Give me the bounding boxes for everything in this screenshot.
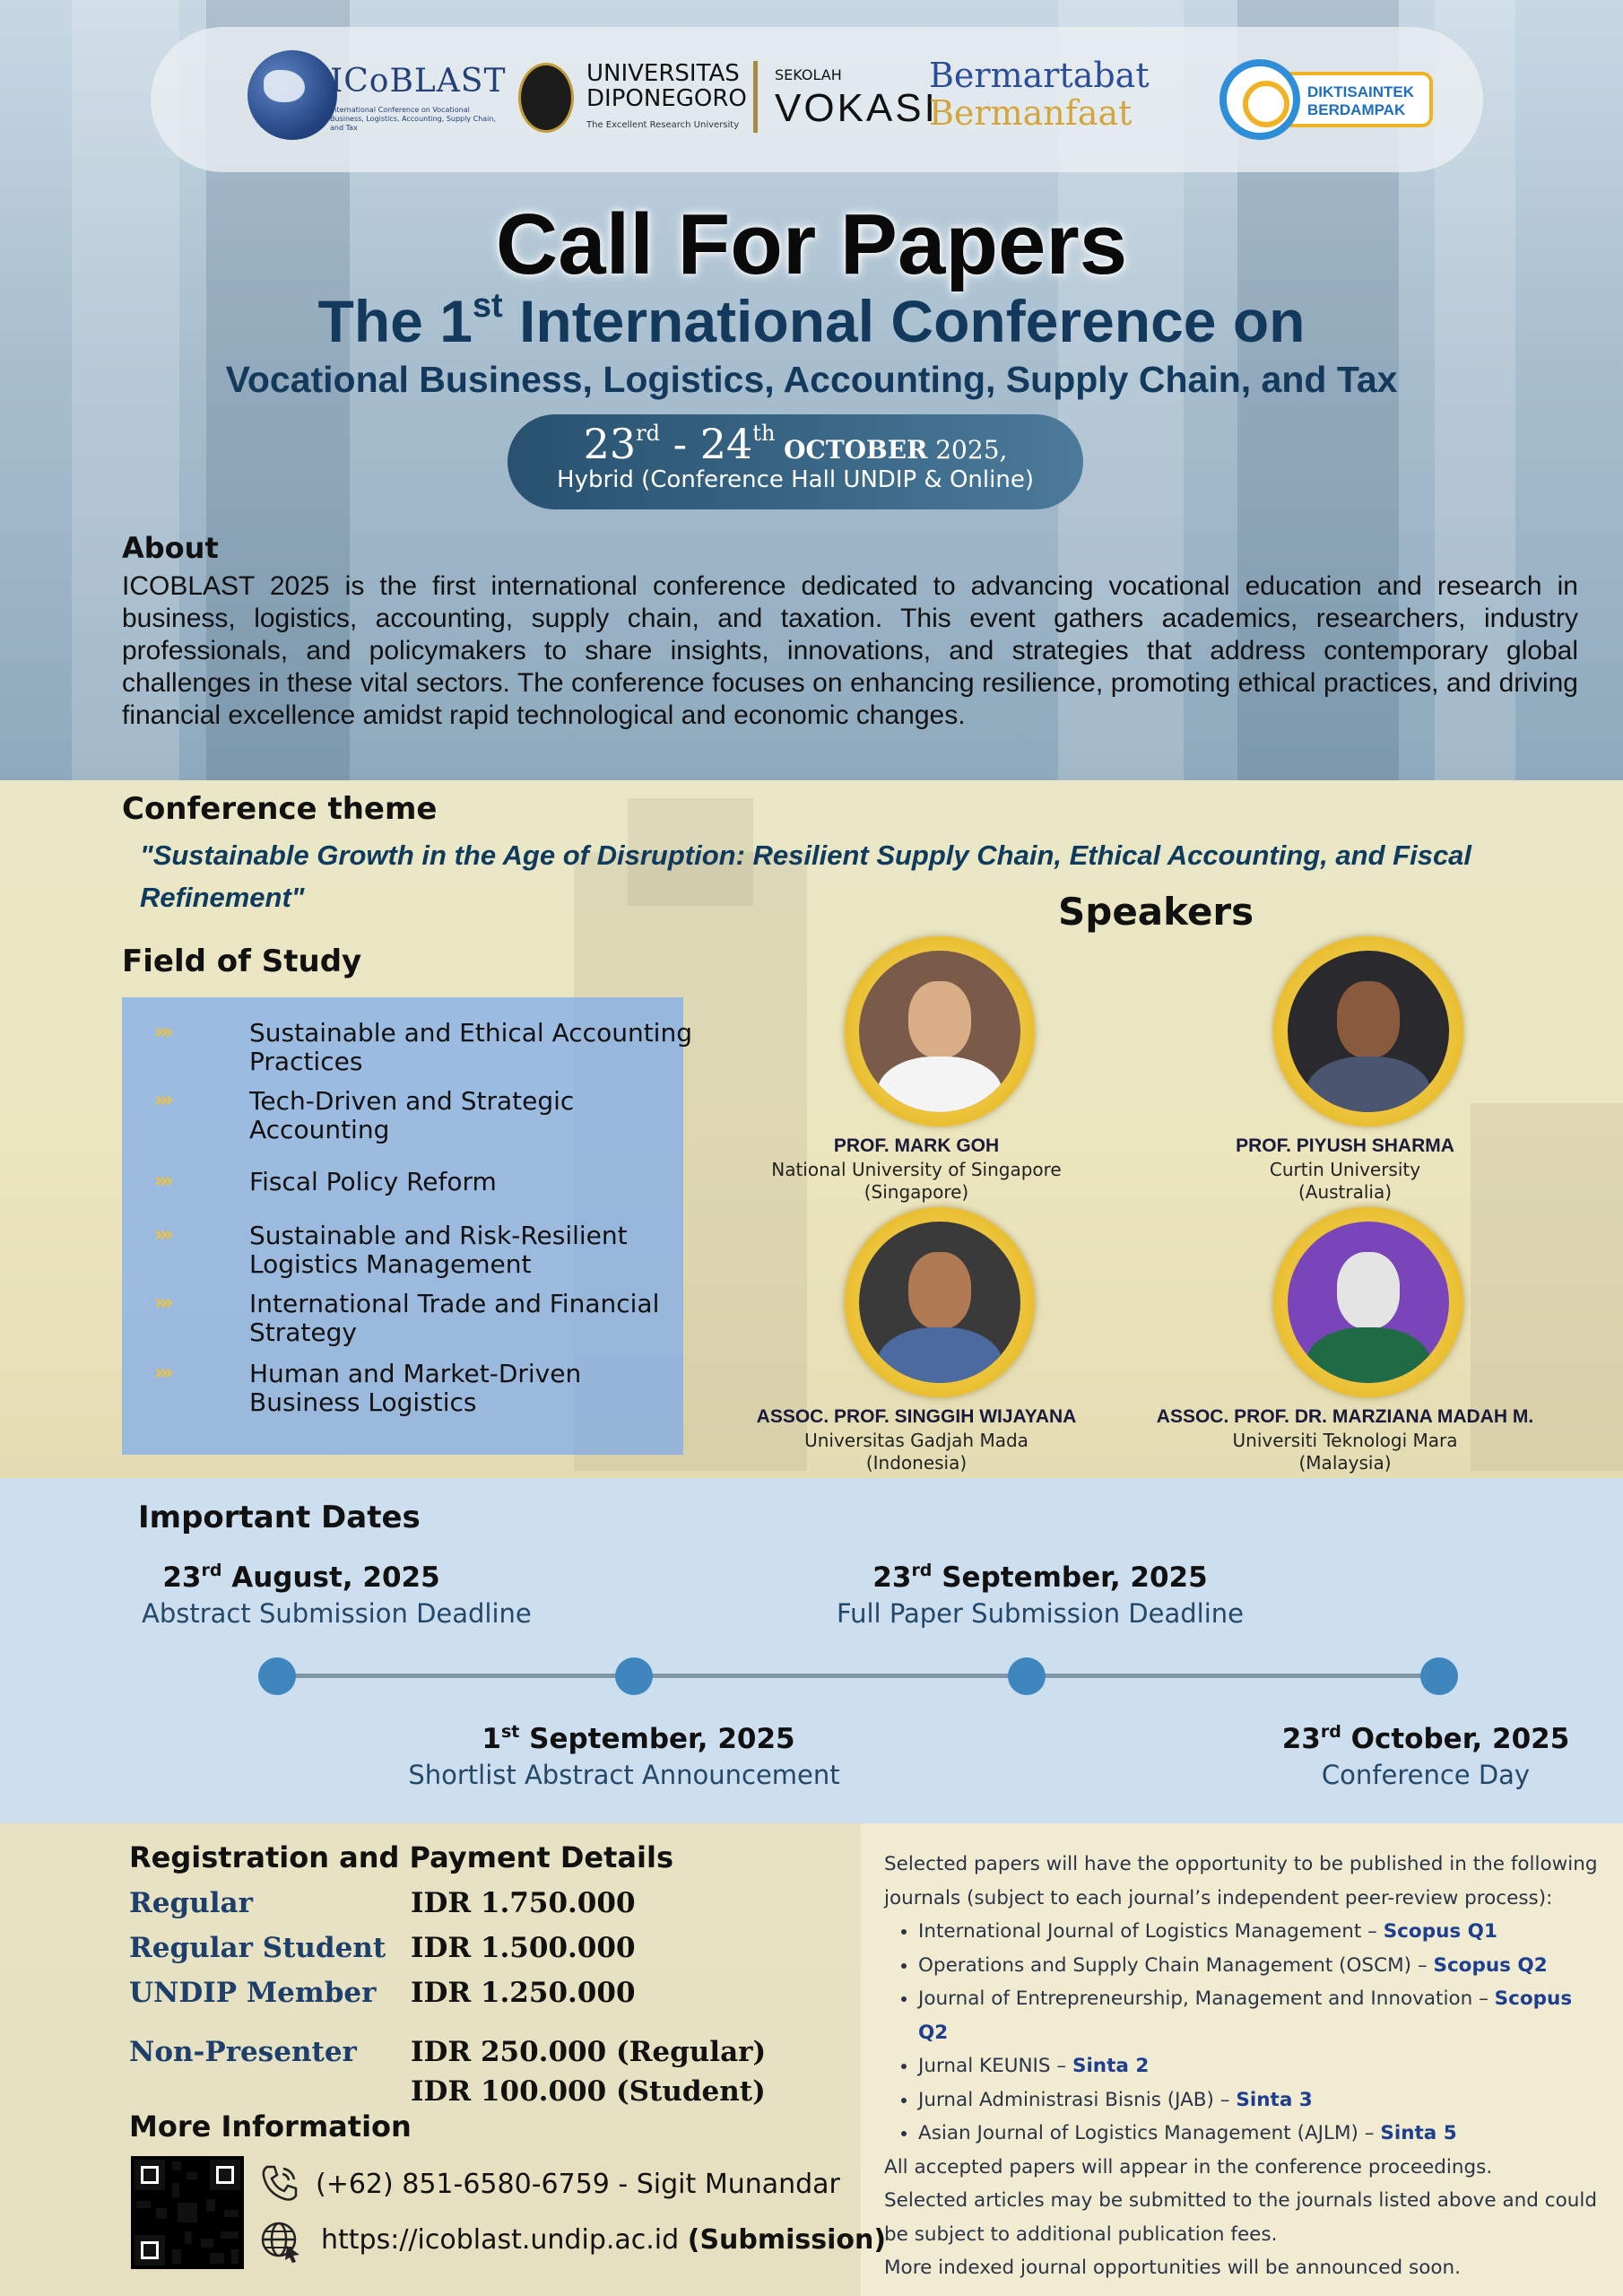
speaker-photo	[845, 936, 1035, 1126]
journal-list	[884, 1915, 1601, 2151]
chevron-right-icon: ›››	[154, 1087, 170, 1112]
important-dates-heading: Important Dates	[138, 1500, 421, 1535]
speaker-affiliation: Universiti Teknologi Mara (Malaysia)	[1232, 1430, 1458, 1474]
motto-line-1: Bermartabat	[929, 56, 1150, 95]
conference-date-pill	[508, 414, 1083, 509]
more-info-heading: More Information	[129, 2109, 412, 2144]
chevron-right-icon: ›››	[154, 1222, 170, 1247]
reg-price: IDR 1.500.000	[411, 1932, 636, 1964]
speaker-affiliation: Curtin University (Australia)	[1269, 1159, 1421, 1203]
date-shortlist-label: Shortlist Abstract Announcement	[408, 1760, 840, 1790]
list-item: • Jurnal Administrasi Bisnis (JAB) – Sinta 3	[918, 2083, 1601, 2118]
registration-heading: Registration and Payment Details	[129, 1840, 673, 1874]
chevron-right-icon: ›››	[154, 1290, 170, 1315]
date-conference-day: 23rd October, 2025	[1281, 1722, 1570, 1755]
icoblast-logo-text: ICoBLAST	[330, 63, 507, 100]
chevron-right-icon: ›››	[154, 1168, 170, 1193]
speakers-heading: Speakers	[1058, 890, 1254, 934]
about-heading: About	[122, 531, 219, 565]
reg-category: UNDIP Member	[129, 1977, 377, 2009]
chevron-right-icon: ›››	[154, 1360, 170, 1385]
publication-note: All accepted papers will appear in the conference proceedings.	[884, 2155, 1493, 2179]
date-conference-label: Conference Day	[1321, 1760, 1531, 1790]
qr-code[interactable]	[131, 2156, 244, 2269]
conference-title: The 1st International Conference on	[317, 287, 1306, 354]
date-fullpaper-deadline: 23rd September, 2025	[872, 1561, 1208, 1594]
speaker-photo	[1273, 936, 1463, 1126]
list-item: • Asian Journal of Logistics Management (AJLM) – Sinta 5	[918, 2117, 1601, 2151]
phone-icon	[256, 2161, 301, 2206]
globe-icon	[258, 2219, 303, 2264]
field-of-study-heading: Field of Study	[122, 944, 362, 979]
publication-note: Selected articles may be submitted to the journals listed above and could be subject to additional publication fees.	[884, 2189, 1597, 2246]
timeline-dot	[1008, 1657, 1046, 1695]
speaker-name: PROF. PIYUSH SHARMA	[1236, 1135, 1454, 1156]
reg-category: Regular	[129, 1887, 253, 1919]
icoblast-logo-subtitle: International Conference on Vocational Business, Logistics, Accounting, Supply Chain, and Tax	[330, 106, 497, 132]
diktisaintek-ring-icon	[1219, 59, 1300, 140]
theme-text: "Sustainable Growth in the Age of Disruption: Resilient Supply Chain, Ethical Accounting, and Fiscal Refinement"	[140, 839, 1472, 913]
motto-line-2: Bermanfaat	[929, 93, 1133, 133]
speaker-photo	[845, 1207, 1035, 1397]
conference-venue: Hybrid (Conference Hall UNDIP & Online)	[557, 466, 1034, 493]
list-item: • Jurnal KEUNIS – Sinta 2	[918, 2049, 1601, 2083]
publication-intro: Selected papers will have the opportunity to be published in the following journals (subject to each journal’s independent peer-review process):	[884, 1853, 1598, 1909]
theme-heading: Conference theme	[122, 791, 438, 827]
list-item: • International Journal of Logistics Management – Scopus Q1	[918, 1915, 1601, 1949]
timeline-dot	[258, 1657, 296, 1695]
phone-number[interactable]: (+62) 851-6580-6759 - Sigit Munandar	[316, 2169, 840, 2200]
logo-divider	[753, 61, 758, 133]
undip-logo-tagline: The Excellent Research University	[586, 120, 740, 130]
chevron-right-icon: ›››	[154, 1019, 170, 1044]
undip-logo-name: UNIVERSITAS DIPONEGORO	[586, 60, 747, 112]
date-shortlist-announcement: 1st September, 2025	[482, 1722, 795, 1755]
publication-note: More indexed journal opportunities will be announced soon.	[884, 2257, 1461, 2279]
about-text: ICOBLAST 2025 is the first international conference dedicated to advancing vocational education and research in business, logistics, accounting, supply chain, and taxation. This event gathers academics, researchers, industry professionals, and policymakers to share insights, innovations, and strategies that address contemporary global challenges in these vital sectors. The conference focuses on enhancing resilience, promoting ethical practices, and driving financial excellence amidst rapid technological and economic changes.	[122, 571, 1578, 730]
speaker-photo	[1273, 1207, 1463, 1397]
conference-subject: Vocational Business, Logistics, Accounting, Supply Chain, and Tax	[225, 359, 1398, 400]
speaker-name: ASSOC. PROF. SINGGIH WIJAYANA	[756, 1406, 1077, 1427]
date-abstract-label: Abstract Submission Deadline	[142, 1598, 532, 1629]
reg-price: IDR 1.750.000	[411, 1887, 636, 1919]
vokasi-logo-small: SEKOLAH	[775, 66, 842, 83]
field-of-study-box: ››› Sustainable and Ethical Accounting Practices ››› Tech-Driven and Strategic Accounting ››› Fiscal Policy Reform ››› Sustainable and Risk-Resilient Logistics Management ››› International Trade and Financial Strategy ››› Human and Market-Driven Business Logistics	[122, 997, 683, 1455]
timeline-dot	[1420, 1657, 1458, 1695]
date-fullpaper-label: Full Paper Submission Deadline	[837, 1598, 1244, 1629]
timeline-line	[276, 1674, 1438, 1678]
publication-info	[884, 1848, 1601, 2285]
reg-price: IDR 1.250.000	[411, 1977, 636, 2009]
diktisaintek-logo: DIKTISAINTEK BERDAMPAK	[1219, 59, 1435, 144]
logo-strip	[151, 27, 1483, 172]
list-item: • Operations and Supply Chain Management (OSCM) – Scopus Q2	[918, 1949, 1601, 1983]
call-for-papers-title: Call For Papers	[495, 196, 1128, 292]
speaker-name: PROF. MARK GOH	[833, 1135, 1000, 1156]
reg-price: IDR 100.000 (Student)	[411, 2075, 766, 2108]
speaker-affiliation: National University of Singapore (Singapore)	[771, 1159, 1062, 1203]
vokasi-logo-big: VOKASI	[775, 86, 938, 130]
speaker-affiliation: Universitas Gadjah Mada (Indonesia)	[804, 1430, 1028, 1474]
icoblast-globe-logo	[247, 50, 337, 140]
conference-date: 23rd - 24th OCTOBER 2025,	[583, 420, 1008, 468]
list-item: • Journal of Entrepreneurship, Management and Innovation – Scopus Q2	[918, 1982, 1601, 2049]
reg-category: Regular Student	[129, 1932, 386, 1964]
date-abstract-deadline: 23rd August, 2025	[162, 1561, 440, 1594]
reg-price: IDR 250.000 (Regular)	[411, 2036, 767, 2068]
website-link[interactable]: https://icoblast.undip.ac.id (Submission)	[321, 2224, 887, 2256]
reg-category: Non-Presenter	[129, 2036, 357, 2068]
undip-seal-logo	[518, 63, 574, 133]
speaker-name: ASSOC. PROF. DR. MARZIANA MADAH M.	[1156, 1406, 1534, 1427]
timeline-dot	[615, 1657, 653, 1695]
